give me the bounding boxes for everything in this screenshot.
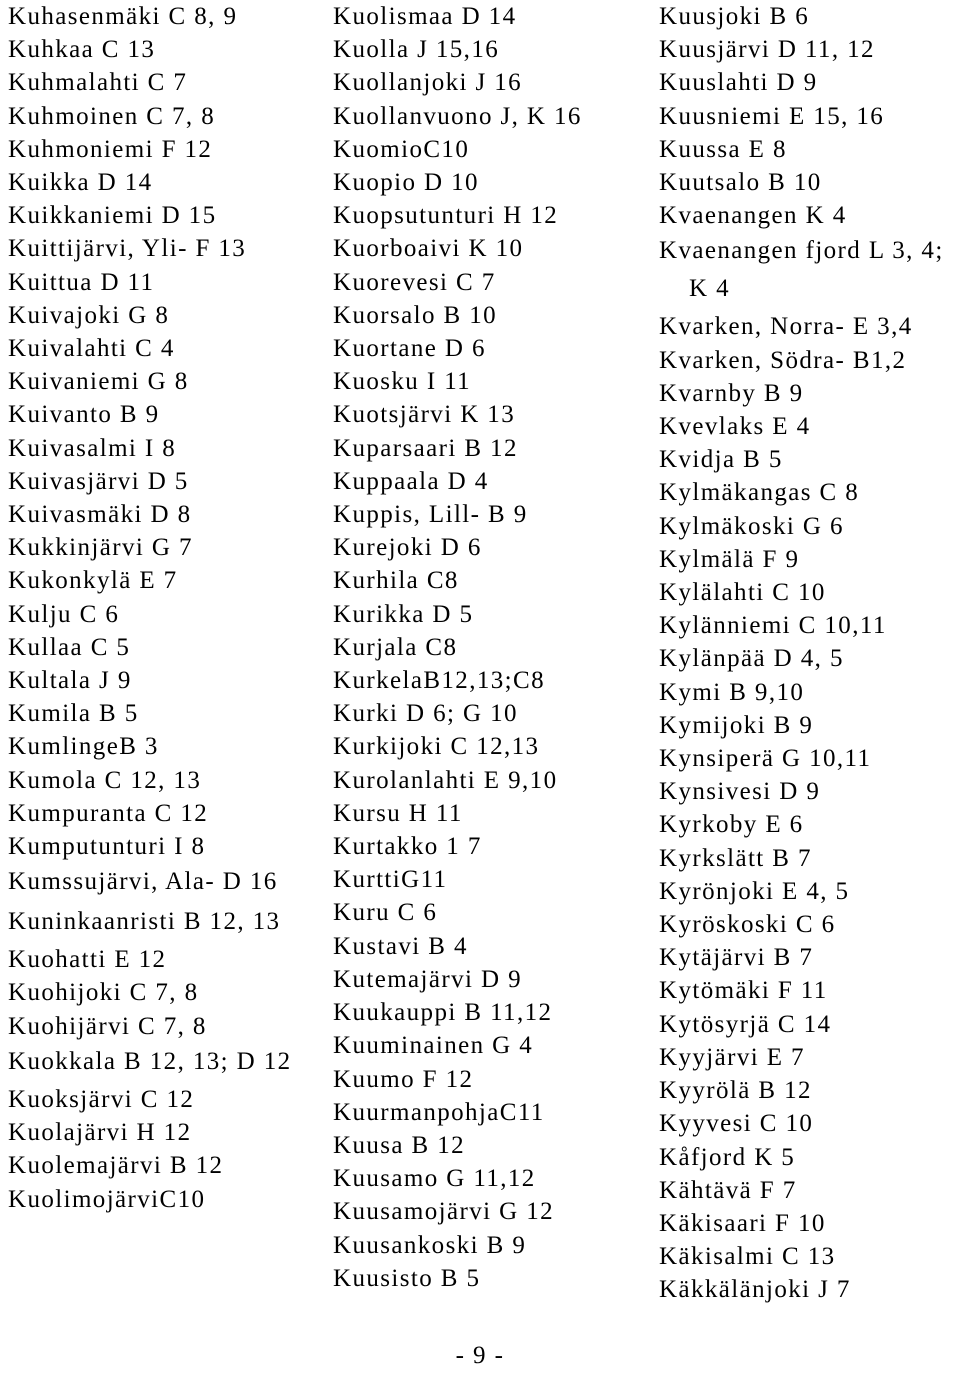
index-entry: Kumssujärvi, Ala- D 16	[8, 868, 278, 896]
index-entry: Kurki D 6; G 10	[333, 700, 518, 728]
index-entry: Kuohijärvi C 7, 8	[8, 1012, 207, 1040]
index-entry: Käkkälänjoki J 7	[659, 1276, 851, 1304]
index-entry: Kuohatti E 12	[8, 946, 167, 974]
index-entry: Kulju C 6	[8, 600, 120, 628]
index-entry: Kuusamo G 11,12	[333, 1165, 536, 1193]
index-entry: Kuninkaanristi B 12, 13	[8, 908, 281, 936]
index-entry: Kytömäki F 11	[659, 977, 828, 1005]
index-entry: Kuivasjärvi D 5	[8, 467, 189, 495]
index-entry: Kuittijärvi, Yli- F 13	[8, 235, 247, 263]
index-entry: Kuivaniemi G 8	[8, 368, 189, 396]
index-entry: Kyyrölä B 12	[659, 1077, 812, 1105]
index-entry: Kymi B 9,10	[659, 678, 805, 706]
index-entry: Kyrönjoki E 4, 5	[659, 877, 850, 905]
index-entry: Kuhasenmäki C 8, 9	[8, 3, 238, 30]
index-column-3	[659, 0, 960, 1307]
index-entry: Kuortane D 6	[333, 335, 486, 363]
index-entry: KurttiG11	[333, 866, 448, 894]
index-entry: Kuhmoinen C 7, 8	[8, 102, 216, 130]
index-entry: Kyröskoski C 6	[659, 911, 836, 939]
index-entry: Kuivasalmi I 8	[8, 434, 177, 462]
index-entry: Kuosku I 11	[333, 368, 472, 396]
index-entry: Kuppaala D 4	[333, 467, 489, 495]
index-entry: Kylänniemi C 10,11	[659, 612, 887, 640]
index-entry: Kumpuranta C 12	[8, 799, 209, 827]
index-entry: Kukkinjärvi G 7	[8, 534, 193, 562]
index-entry: Kylänpää D 4, 5	[659, 645, 844, 673]
index-entry: Kuhmoniemi F 12	[8, 135, 213, 163]
index-entry: Kuusniemi E 15, 16	[659, 102, 885, 130]
index-entry: Kuppis, Lill- B 9	[333, 501, 528, 529]
index-entry: Kuittua D 11	[8, 268, 155, 296]
index-entry: Kuru C 6	[333, 899, 438, 927]
index-entry: Kuukauppi B 11,12	[333, 999, 553, 1027]
index-entry: Kuussa E 8	[659, 135, 787, 163]
index-entry: Kumputunturi I 8	[8, 833, 206, 861]
index-entry: Kvidja B 5	[659, 446, 783, 474]
index-entry: Kvaenangen fjord L 3, 4; K 4	[659, 237, 944, 303]
index-entry: KumlingeB 3	[8, 733, 159, 761]
index-entry: Kylmäkangas C 8	[659, 479, 860, 507]
index-entry: Kuolla J 15,16	[333, 36, 500, 64]
index-entry: Kvarken, Södra- B1,2	[659, 346, 907, 374]
index-entry: Kuopsutunturi H 12	[333, 202, 559, 230]
index-entry: Kursu H 11	[333, 799, 463, 827]
index-column-1	[8, 0, 326, 1216]
index-entry: Kuollanvuono J, K 16	[333, 102, 582, 130]
index-entry: Kuopio D 10	[333, 169, 479, 197]
index-entry: Kymijoki B 9	[659, 711, 814, 739]
index-entry: Kuivajoki G 8	[8, 301, 170, 329]
index-entry: Kuikka D 14	[8, 169, 153, 197]
index-entry: Kuotsjärvi K 13	[333, 401, 516, 429]
index-entry: Kurolanlahti E 9,10	[333, 766, 558, 794]
index-entry: Kullaa C 5	[8, 633, 131, 661]
index-entry: Kuokkala B 12, 13; D 12	[8, 1047, 292, 1075]
index-entry: Kuorsalo B 10	[333, 301, 498, 329]
index-entry: Käkisalmi C 13	[659, 1243, 836, 1271]
index-entry: Kynsiperä G 10,11	[659, 745, 872, 773]
index-entry: Kyyjärvi E 7	[659, 1043, 805, 1071]
index-entry: Kumola C 12, 13	[8, 766, 202, 794]
index-entry: Kuolemajärvi B 12	[8, 1152, 224, 1180]
index-entry: Kuuminainen G 4	[333, 1032, 534, 1060]
index-entry: Kähtävä F 7	[659, 1176, 797, 1204]
index-entry: Kuhkaa C 13	[8, 36, 156, 64]
index-entry: KuurmanpohjaC11	[333, 1098, 545, 1126]
index-entry: Kuusisto B 5	[333, 1264, 481, 1292]
index-entry: Kuolismaa D 14	[333, 3, 517, 30]
index-entry: Kuusjoki B 6	[659, 3, 810, 30]
index-entry: Kyyvesi C 10	[659, 1110, 814, 1138]
index-entry: Kuorboaivi K 10	[333, 235, 524, 263]
index-entry: Kuusa B 12	[333, 1131, 466, 1159]
index-entry: Kukonkylä E 7	[8, 567, 178, 595]
index-entry: Kumila B 5	[8, 700, 139, 728]
index-entry: Kuusjärvi D 11, 12	[659, 36, 875, 64]
index-entry: Kuivalahti C 4	[8, 335, 175, 363]
index-entry: Kuollanjoki J 16	[333, 69, 523, 97]
index-entry: Kynsivesi D 9	[659, 778, 821, 806]
index-entry: Kvarnby B 9	[659, 379, 804, 407]
index-entry: Kurikka D 5	[333, 600, 474, 628]
index-entry: Kylmälä F 9	[659, 545, 800, 573]
index-entry: Kvaenangen K 4	[659, 202, 847, 230]
index-entry: Kvevlaks E 4	[659, 413, 811, 441]
index-entry: KuolimojärviC10	[8, 1185, 206, 1213]
index-entry: Kuutsalo B 10	[659, 169, 822, 197]
index-entry: Kuoksjärvi C 12	[8, 1085, 195, 1113]
index-entry: Kurjala C8	[333, 633, 458, 661]
index-entry: Kurtakko 1 7	[333, 833, 482, 861]
index-entry: Kuikkaniemi D 15	[8, 202, 217, 230]
index-entry: Kuolajärvi H 12	[8, 1119, 192, 1147]
index-entry: Kurejoki D 6	[333, 534, 482, 562]
index-entry: KuomioC10	[333, 135, 470, 163]
index-entry: Kuparsaari B 12	[333, 434, 518, 462]
index-entry: Kuivanto B 9	[8, 401, 160, 429]
index-entry: Kuusamojärvi G 12	[333, 1198, 554, 1226]
index-entry: Kvarken, Norra- E 3,4	[659, 313, 913, 341]
index-entry: Kuorevesi C 7	[333, 268, 496, 296]
index-entry: Kyrkoby E 6	[659, 811, 804, 839]
index-entry: Kustavi B 4	[333, 932, 468, 960]
index-entry: Kuumo F 12	[333, 1065, 474, 1093]
index-entry: Kuhmalahti C 7	[8, 69, 188, 97]
index-entry: Kurkijoki C 12,13	[333, 733, 540, 761]
index-entry: Kultala J 9	[8, 667, 132, 695]
index-entry: Kurhila C8	[333, 567, 459, 595]
index-entry: KurkelaB12,13;C8	[333, 667, 545, 695]
index-entry: Kutemajärvi D 9	[333, 965, 523, 993]
index-entry: Kytösyrjä C 14	[659, 1010, 832, 1038]
index-entry: Kytäjärvi B 7	[659, 944, 814, 972]
index-entry: Kyrkslätt B 7	[659, 844, 812, 872]
index-entry: Kuusankoski B 9	[333, 1231, 527, 1259]
index-entry: Kylälahti C 10	[659, 579, 826, 607]
index-entry: Kuivasmäki D 8	[8, 501, 192, 529]
index-column-2	[333, 0, 651, 1295]
index-entry: Kuohijoki C 7, 8	[8, 979, 199, 1007]
index-entry: Käkisaari F 10	[659, 1209, 826, 1237]
page-number: - 9 -	[455, 1342, 505, 1369]
index-entry: Kuuslahti D 9	[659, 69, 818, 97]
index-entry: Kåfjord K 5	[659, 1143, 796, 1171]
index-entry: Kylmäkoski G 6	[659, 512, 844, 540]
